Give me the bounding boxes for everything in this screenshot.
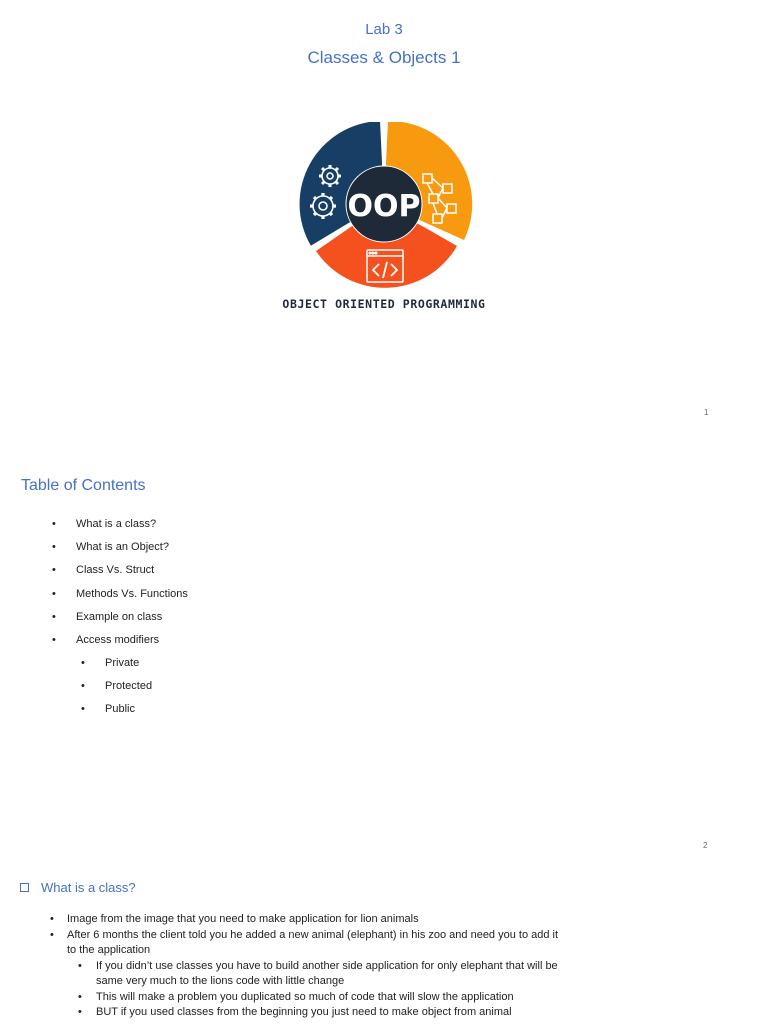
body-subbullet: • BUT if you used classes from the beginning you just need to make object from animal: [48, 1005, 568, 1021]
checkbox-bullet-icon: [20, 883, 29, 892]
toc-item: • Methods Vs. Functions: [50, 588, 188, 611]
body-sublist-wrapper: [48, 959, 568, 1021]
body-bullet: • After 6 months the client told you he added a new animal (elephant) in his zoo and need you to add it to the application: [48, 928, 568, 959]
oop-logo: [271, 122, 497, 322]
page-1: [0, 0, 768, 432]
toc-heading: Table of Contents: [21, 477, 146, 494]
body-sublist: [48, 959, 568, 1021]
toc-subitem: • Private: [50, 657, 152, 680]
logo-text: OOP: [347, 189, 421, 224]
toc-sublist: [50, 657, 152, 727]
toc-subitem: • Public: [50, 703, 152, 726]
toc-item: • Access modifiers: [50, 634, 188, 657]
page-number: 1: [704, 408, 709, 417]
toc-item: • What is an Object?: [50, 541, 188, 564]
body-bullet: • Image from the image that you need to make application for lion animals: [48, 912, 568, 928]
page-3: [0, 864, 768, 1024]
toc-subitem: • Protected: [50, 680, 152, 703]
body-subbullet: • If you didn’t use classes you have to build another side application for only elephant that will be same very much to the lions code with little change: [48, 959, 568, 990]
document-title: Classes & Objects 1: [307, 48, 461, 67]
page-number: 2: [703, 841, 708, 850]
toc-item: • What is a class?: [50, 518, 188, 541]
body-list: [48, 912, 568, 1021]
toc-list: [50, 518, 188, 657]
logo-caption: OBJECT ORIENTED PROGRAMMING: [282, 297, 486, 311]
toc-item: • Example on class: [50, 611, 188, 634]
lab-title: Lab 3: [365, 21, 403, 38]
section-heading: [20, 880, 136, 895]
body-subbullet: • This will make a problem you duplicated so much of code that will slow the application: [48, 990, 568, 1006]
section-heading-text: What is a class?: [41, 880, 136, 895]
toc-item: • Class Vs. Struct: [50, 564, 188, 587]
page-2: [0, 432, 768, 864]
